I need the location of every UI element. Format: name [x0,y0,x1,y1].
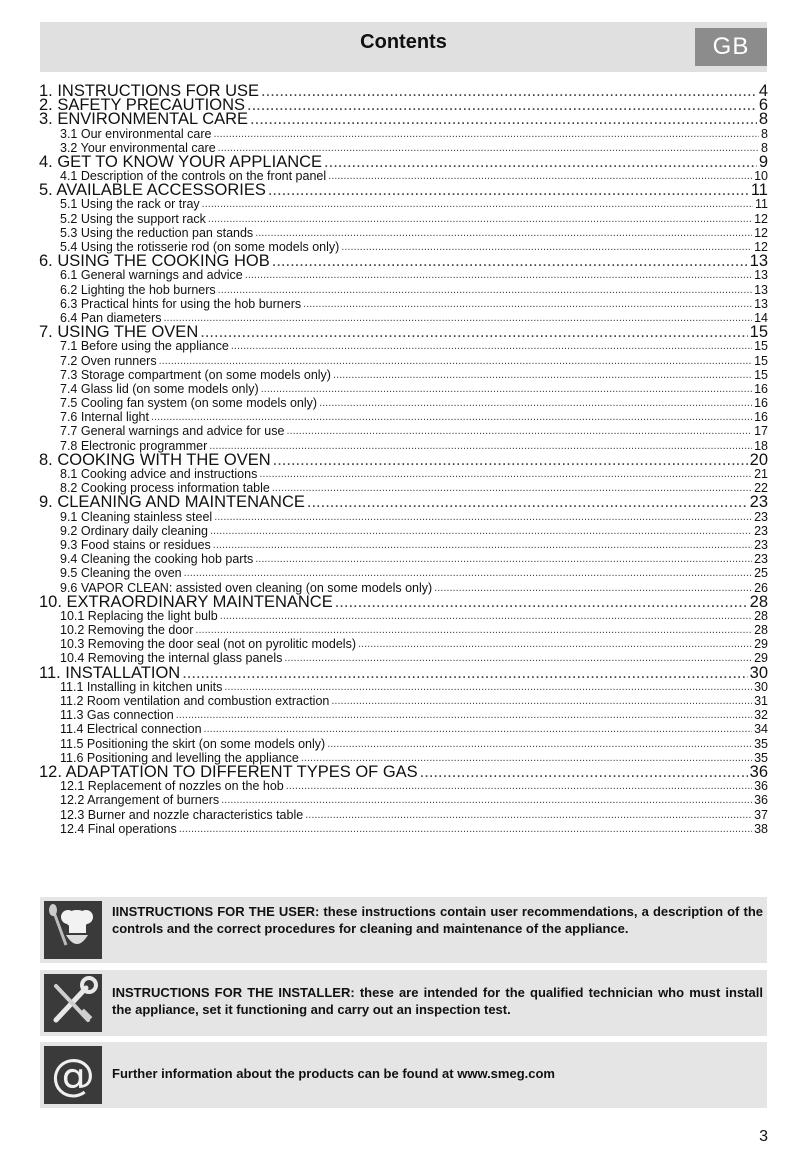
toc-page-number: 15 [754,353,768,368]
toc-entry-label: 9. CLEANING AND MAINTENANCE [39,495,305,510]
toc-section-row[interactable] [39,765,768,779]
toc-entry-label: 3.2 Your environmental care [60,140,216,155]
toc-dot-leader [335,595,748,609]
toc-entry-label: 7.7 General warnings and advice for use [60,424,285,439]
toc-entry-label: 4.1 Description of the controls on the front panel [60,169,327,184]
page-title: Contents [360,31,447,53]
toc-entry-label: 5.3 Using the reduction pan stands [60,225,254,240]
toc-page-number: 8 [761,140,768,155]
toc-page-number: 32 [754,708,768,723]
toc-dot-leader [324,155,757,169]
toc-entry-label: 10. EXTRAORDINARY MAINTENANCE [39,594,333,609]
toc-section-row[interactable] [39,666,768,680]
toc-dot-leader [179,822,752,836]
toc-section-row[interactable] [39,112,768,126]
toc-entry-label: 6.1 General warnings and advice [60,268,243,283]
toc-page-number: 13 [754,282,768,297]
toc-dot-leader [214,510,752,524]
toc-page-number: 23 [754,523,768,538]
chef-utensils-icon [44,901,102,959]
toc-entry-label: 7.6 Internal light [60,410,149,425]
toc-dot-leader [272,481,752,495]
toc-subsection-row[interactable] [39,382,768,396]
toc-dot-leader [159,354,753,368]
toc-page-number: 23 [754,538,768,552]
toc-entry-label: 11.3 Gas connection [60,708,174,723]
toc-page-number: 36 [749,765,768,780]
toc-entry-label: 7.4 Glass lid (on some models only) [60,381,259,396]
toc-page-number: 15 [749,325,768,340]
installer-instructions-panel [40,970,767,1036]
toc-entry-label: 9.3 Food stains or residues [60,538,211,552]
toc-dot-leader [151,410,752,424]
toc-dot-leader [250,112,757,126]
toc-entry-label: 10.4 Removing the internal glass panels [60,651,283,666]
toc-entry-label: 7. USING THE OVEN [39,325,199,340]
at-sign-icon [44,1046,102,1104]
toc-page-number: 9 [758,154,768,170]
toc-subsection-row[interactable] [39,396,768,410]
toc-entry-label: 5.2 Using the support rack [60,211,206,226]
toc-subsection-row[interactable] [39,609,768,623]
toc-dot-leader [331,694,752,708]
toc-page-number: 21 [754,467,768,482]
toc-dot-leader [259,467,752,481]
user-instructions-panel [40,897,767,963]
toc-subsection-row[interactable] [39,283,768,297]
toc-subsection-row[interactable] [39,439,768,453]
toc-subsection-row[interactable] [39,212,768,226]
toc-page-number: 29 [754,637,768,652]
toc-dot-leader [176,708,752,722]
toc-dot-leader [305,808,752,822]
toc-entry-label: 11.4 Electrical connection [60,722,202,737]
toc-page-number: 34 [754,722,768,737]
toc-dot-leader [272,254,748,268]
toc-page-number: 12 [754,211,768,226]
toc-page-number: 22 [754,481,768,496]
toc-dot-leader [184,566,752,580]
toc-subsection-row[interactable] [39,226,768,240]
toc-page-number: 28 [754,608,768,623]
toc-page-number: 31 [754,694,768,709]
toc-subsection-row[interactable] [39,354,768,368]
toc-dot-leader [284,652,752,666]
toc-page-number: 12 [754,225,768,240]
toc-section-row[interactable] [39,155,768,169]
toc-dot-leader [286,779,752,793]
toc-dot-leader [195,623,752,637]
toc-entry-label: 8.1 Cooking advice and instructions [60,467,258,482]
toc-entry-label: 2. SAFETY PRECAUTIONS [39,98,245,113]
toc-entry-label: 9.1 Cleaning stainless steel [60,509,213,524]
toc-subsection-row[interactable] [39,297,768,311]
toc-section-row[interactable] [39,98,768,112]
toc-page-number: 12 [754,240,768,255]
toc-dot-leader [204,722,753,736]
toc-subsection-row[interactable] [39,410,768,424]
toc-dot-leader [231,339,752,353]
toc-page-number: 11 [750,183,768,198]
toc-subsection-row[interactable] [39,339,768,353]
toc-entry-label: 10.3 Removing the door seal (not on pyrolitic models) [60,637,356,652]
toc-dot-leader [420,765,748,779]
toc-page-number: 17 [754,424,768,439]
toc-entry-label: 10.2 Removing the door [60,623,194,638]
toc-dot-leader [327,737,752,751]
toc-entry-label: 4. GET TO KNOW YOUR APPLIANCE [39,154,323,170]
toc-page-number: 23 [749,495,768,510]
toc-dot-leader [213,127,759,141]
toc-subsection-row[interactable] [39,169,768,183]
toc-page-number: 16 [754,396,768,411]
toc-subsection-row[interactable] [39,425,768,439]
toc-subsection-row[interactable] [39,822,768,836]
toc-dot-leader [245,268,752,282]
toc-page-number: 30 [749,665,768,680]
toc-dot-leader [221,793,752,807]
toc-page-number: 15 [754,339,768,354]
toc-subsection-row[interactable] [39,680,768,694]
toc-entry-label: 8. COOKING WITH THE OVEN [39,452,271,468]
toc-entry-label: 11.5 Positioning the skirt (on some models only) [60,736,326,751]
toc-entry-label: 3. ENVIRONMENTAL CARE [39,112,249,127]
toc-page-number: 23 [754,552,768,567]
toc-dot-leader [200,325,747,339]
toc-page-number: 13 [754,268,768,283]
toc-page-number: 13 [754,296,768,311]
toc-dot-leader [202,198,753,212]
toc-page-number: 10 [754,169,768,184]
toc-entry-label: 12.2 Arrangement of burners [60,793,220,808]
toc-entry-label: 8.2 Cooking process information table [60,481,270,496]
toc-subsection-row[interactable] [39,708,768,722]
toc-entry-label: 1. INSTRUCTIONS FOR USE [39,84,260,99]
toc-dot-leader [319,396,752,410]
toc-page-number: 11 [755,197,768,212]
toc-subsection-row[interactable] [39,552,768,566]
wrench-screwdriver-icon [44,974,102,1032]
toc-dot-leader [341,240,752,254]
toc-dot-leader [208,212,752,226]
toc-entry-label: 5.1 Using the rack or tray [60,197,200,212]
toc-page-number: 8 [761,126,768,141]
toc-subsection-row[interactable] [39,240,768,254]
toc-entry-label: 5.4 Using the rotisserie rod (on some models only) [60,240,340,255]
toc-section-row[interactable] [39,254,768,268]
toc-subsection-row[interactable] [39,566,768,580]
toc-subsection-row[interactable] [39,637,768,651]
toc-entry-label: 7.1 Before using the appliance [60,339,229,354]
toc-entry-label: 11. INSTALLATION [39,665,181,680]
toc-entry-label: 12. ADAPTATION TO DIFFERENT TYPES OF GAS [39,765,418,780]
toc-subsection-row[interactable] [39,623,768,637]
toc-entry-label: 9.6 VAPOR CLEAN: assisted oven cleaning (on some models only) [60,580,433,595]
toc-subsection-row[interactable] [39,510,768,524]
toc-subsection-row[interactable] [39,467,768,481]
toc-dot-leader [224,680,752,694]
installer-instructions-text: INSTRUCTIONS FOR THE INSTALLER: these are intended for the qualified technician who must install the appliance, set it functioning and carry out an inspection test. [112,985,763,1017]
toc-subsection-row[interactable] [39,751,768,765]
toc-dot-leader [273,453,748,467]
toc-page-number: 14 [754,311,768,325]
toc-page-number: 29 [754,651,768,666]
toc-dot-leader [220,609,752,623]
toc-page-number: 36 [754,793,768,808]
toc-entry-label: 7.2 Oven runners [60,353,157,368]
toc-entry-label: 9.2 Ordinary daily cleaning [60,523,208,538]
toc-page-number: 4 [758,84,768,99]
toc-entry-label: 11.6 Positioning and levelling the appliance [60,750,299,765]
toc-dot-leader [210,524,752,538]
toc-entry-label: 6.2 Lighting the hob burners [60,282,216,297]
toc-entry-label: 6.3 Practical hints for using the hob burners [60,296,302,311]
toc-page-number: 26 [754,580,768,595]
toc-subsection-row[interactable] [39,737,768,751]
toc-entry-label: 7.3 Storage compartment (on some models only) [60,367,331,382]
toc-entry-label: 9.4 Cleaning the cooking hob parts [60,552,254,567]
toc-dot-leader [261,382,752,396]
toc-page-number: 20 [749,452,768,468]
toc-dot-leader [303,297,752,311]
user-instructions-text: IINSTRUCTIONS FOR THE USER: these instructions contain user recommendations, a description of the controls and the correct procedures for cleaning and maintenance of the appliance. [112,904,763,936]
toc-dot-leader [213,538,752,552]
toc-entry-label: 12.3 Burner and nozzle characteristics table [60,807,304,822]
toc-entry-label: 11.1 Installing in kitchen units [60,679,223,694]
toc-dot-leader [434,581,752,595]
toc-dot-leader [358,637,752,651]
toc-subsection-row[interactable] [39,538,768,552]
toc-page-number: 38 [754,821,768,836]
toc-section-row[interactable] [39,183,768,197]
toc-subsection-row[interactable] [39,779,768,793]
toc-entry-label: 6.4 Pan diameters [60,311,162,325]
toc-page-number: 37 [754,807,768,822]
toc-section-row[interactable] [39,84,768,98]
toc-page-number: 23 [754,509,768,524]
toc-subsection-row[interactable] [39,368,768,382]
toc-dot-leader [255,552,752,566]
toc-page-number: 13 [749,254,768,269]
toc-subsection-row[interactable] [39,581,768,595]
toc-subsection-row[interactable] [39,127,768,141]
toc-entry-label: 9.5 Cleaning the oven [60,566,182,581]
contents-header [40,22,767,72]
toc-dot-leader [182,666,747,680]
toc-dot-leader [333,368,752,382]
toc-page-number: 28 [754,623,768,638]
toc-page-number: 16 [754,410,768,425]
toc-page-number: 35 [754,750,768,765]
toc-subsection-row[interactable] [39,311,768,325]
toc-subsection-row[interactable] [39,141,768,155]
toc-page-number: 30 [754,679,768,694]
toc-subsection-row[interactable] [39,652,768,666]
toc-dot-leader [328,169,752,183]
toc-dot-leader [209,439,752,453]
toc-dot-leader [261,84,757,98]
toc-dot-leader [286,425,752,439]
toc-subsection-row[interactable] [39,481,768,495]
web-info-text: Further information about the products can be found at www.smeg.com [112,1066,555,1081]
toc-entry-label: 12.1 Replacement of nozzles on the hob [60,779,284,794]
table-of-contents [39,84,768,836]
toc-section-row[interactable] [39,453,768,467]
toc-page-number: 28 [749,594,768,609]
toc-dot-leader [307,495,748,509]
toc-entry-label: 6. USING THE COOKING HOB [39,254,270,269]
toc-page-number: 18 [754,438,768,453]
toc-dot-leader [218,141,759,155]
toc-subsection-row[interactable] [39,808,768,822]
toc-page-number: 35 [754,736,768,751]
toc-entry-label: 10.1 Replacing the light bulb [60,608,218,623]
toc-section-row[interactable] [39,595,768,609]
language-badge: GB [695,28,767,66]
toc-dot-leader [268,183,749,197]
toc-subsection-row[interactable] [39,793,768,807]
page-number: 3 [759,1128,768,1145]
web-info-panel [40,1042,767,1108]
toc-page-number: 15 [754,367,768,382]
toc-subsection-row[interactable] [39,722,768,736]
toc-dot-leader [163,311,752,325]
toc-page-number: 36 [754,779,768,794]
toc-page-number: 16 [754,381,768,396]
toc-dot-leader [255,226,752,240]
toc-dot-leader [301,751,752,765]
toc-subsection-row[interactable] [39,694,768,708]
toc-entry-label: 7.8 Electronic programmer [60,438,208,453]
toc-entry-label: 3.1 Our environmental care [60,126,212,141]
toc-subsection-row[interactable] [39,198,768,212]
toc-dot-leader [247,98,757,112]
toc-entry-label: 12.4 Final operations [60,821,177,836]
toc-section-row[interactable] [39,495,768,509]
toc-page-number: 8 [758,112,768,127]
toc-entry-label: 11.2 Room ventilation and combustion extraction [60,694,330,709]
toc-page-number: 6 [758,98,768,113]
toc-dot-leader [218,283,752,297]
toc-section-row[interactable] [39,325,768,339]
toc-subsection-row[interactable] [39,268,768,282]
svg-text:@: @ [51,1050,95,1101]
toc-entry-label: 7.5 Cooling fan system (on some models only) [60,396,318,411]
toc-subsection-row[interactable] [39,524,768,538]
toc-entry-label: 5. AVAILABLE ACCESSORIES [39,183,266,198]
toc-page-number: 25 [754,566,768,581]
